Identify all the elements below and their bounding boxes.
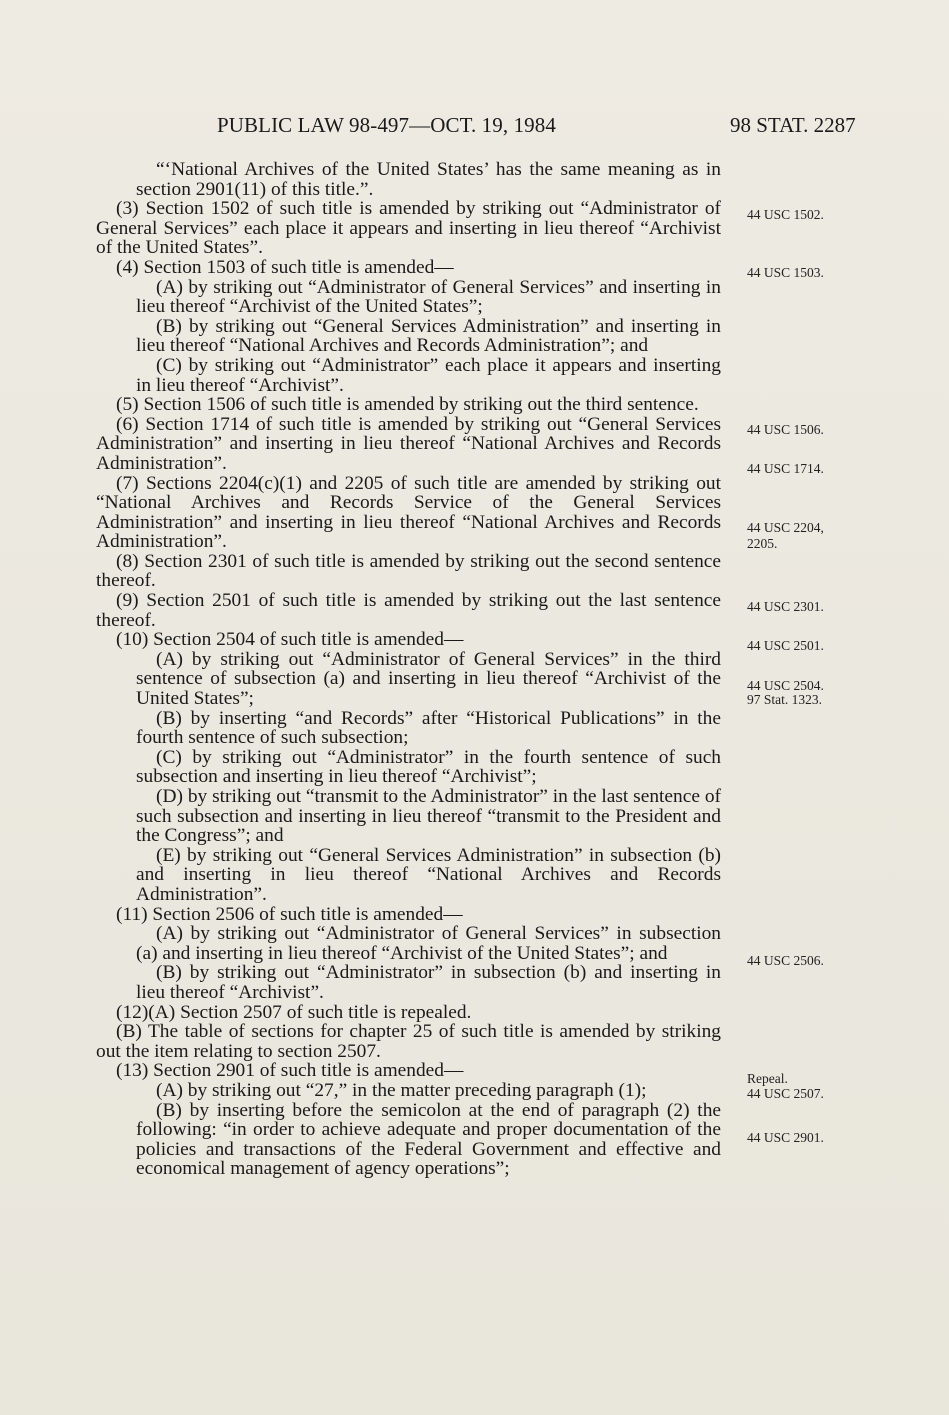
- margin-note-44-usc-1714: 44 USC 1714.: [747, 461, 824, 476]
- paragraph-10: (10) Section 2504 of such title is amended—: [116, 629, 464, 651]
- paragraph-4-a: (A) by striking out “Administrator of General Services” and inserting in lieu thereof “Archivist of the United States”;: [136, 276, 721, 318]
- paragraph-4-b: (B) by striking out “General Services Administration” and inserting in lieu thereof “National Archives and Records Administration”; and: [136, 315, 721, 357]
- paragraph-5: (5) Section 1506 of such title is amended by striking out the third sentence.: [116, 394, 699, 416]
- paragraph-8: (8) Section 2301 of such title is amended by striking out the second sentence thereof.: [96, 550, 721, 592]
- margin-note-2205: 2205.: [747, 536, 778, 551]
- paragraph-3: (3) Section 1502 of such title is amended by striking out “Administrator of General Services” each place it appears and inserting in lieu thereof “Archivist of the United States”.: [96, 198, 721, 259]
- margin-note-97-stat-1323: 97 Stat. 1323.: [747, 692, 823, 707]
- paragraph-4-c: (C) by striking out “Administrator” each place it appears and inserting in lieu thereof “Archivist”.: [136, 354, 721, 396]
- header-stat-citation: 98 STAT. 2287: [730, 113, 856, 137]
- paragraph-12-a: (12)(A) Section 2507 of such title is repealed.: [116, 1001, 472, 1023]
- margin-note-44-usc-2901: 44 USC 2901.: [747, 1130, 824, 1145]
- paragraph-10-d: (D) by striking out “transmit to the Administrator” in the last sentence of such subsection and inserting in lieu thereof “transmit to the President and the Congress”; and: [136, 786, 721, 847]
- margin-note-44-usc-1506: 44 USC 1506.: [747, 422, 824, 437]
- margin-note-44-usc-2301: 44 USC 2301.: [747, 599, 824, 614]
- header-title: PUBLIC LAW 98-497—OCT. 19, 1984: [217, 113, 556, 137]
- margin-note-44-usc-2506: 44 USC 2506.: [747, 953, 824, 968]
- paragraph-11-a: (A) by striking out “Administrator of General Services” in subsection (a) and inserting in lieu thereof “Archivist of the United States”; and: [136, 923, 721, 964]
- paragraph-11-b: (B) by striking out “Administrator” in subsection (b) and inserting in lieu thereof “Archivist”.: [136, 962, 721, 1003]
- margin-note-44-usc-1503: 44 USC 1503.: [747, 265, 824, 280]
- paragraph-9: (9) Section 2501 of such title is amended by striking out the last sentence thereof.: [96, 590, 721, 631]
- page-header: [0, 113, 949, 139]
- paragraph-6: (6) Section 1714 of such title is amended by striking out “General Services Administration” and inserting in lieu thereof “National Archives and Records Administration”.: [96, 413, 721, 474]
- paragraph-quoted-definition: “‘National Archives of the United States’ has the same meaning as in section 2901(11) of this title.”.: [136, 159, 721, 200]
- paragraph-13-b: (B) by inserting before the semicolon at the end of paragraph (2) the following: “in order to achieve adequate and proper documentation of the policies and transactions of the Federal Government and effective and economical management of agency operations”;: [136, 1099, 721, 1180]
- document-body: [96, 160, 721, 1179]
- paragraph-10-b: (B) by inserting “and Records” after “Historical Publications” in the fourth sentence of such subsection;: [136, 707, 721, 749]
- margin-note-repeal: Repeal.: [747, 1071, 788, 1086]
- margin-note-44-usc-2507: 44 USC 2507.: [747, 1086, 824, 1101]
- margin-note-44-usc-1502: 44 USC 1502.: [747, 207, 824, 222]
- margin-note-44-usc-2501: 44 USC 2501.: [747, 638, 824, 653]
- paragraph-10-e: (E) by striking out “General Services Administration” in subsection (b) and inserting in lieu thereof “National Archives and Records Administration”.: [136, 844, 721, 905]
- paragraph-12-b: (B) The table of sections for chapter 25 of such title is amended by striking out the item relating to section 2507.: [96, 1021, 721, 1062]
- paragraph-4: (4) Section 1503 of such title is amended—: [116, 256, 454, 278]
- paragraph-13: (13) Section 2901 of such title is amended—: [116, 1060, 464, 1082]
- paragraph-7: (7) Sections 2204(c)(1) and 2205 of such title are amended by striking out “National Archives and Records Service of the General Services Administration” and inserting in lieu thereof “National Archives and Records Administration”.: [96, 472, 721, 553]
- margin-note-44-usc-2204: 44 USC 2204,: [747, 520, 824, 535]
- paragraph-10-c: (C) by striking out “Administrator” in the fourth sentence of such subsection and inserting in lieu thereof “Archivist”;: [136, 746, 721, 788]
- paragraph-10-a: (A) by striking out “Administrator of General Services” in the third sentence of subsection (a) and inserting in lieu thereof “Archivist of the United States”;: [136, 648, 721, 710]
- paragraph-11: (11) Section 2506 of such title is amended—: [116, 903, 463, 925]
- paragraph-13-a: (A) by striking out “27,” in the matter preceding paragraph (1);: [156, 1079, 647, 1101]
- margin-note-44-usc-2504: 44 USC 2504.: [747, 678, 824, 693]
